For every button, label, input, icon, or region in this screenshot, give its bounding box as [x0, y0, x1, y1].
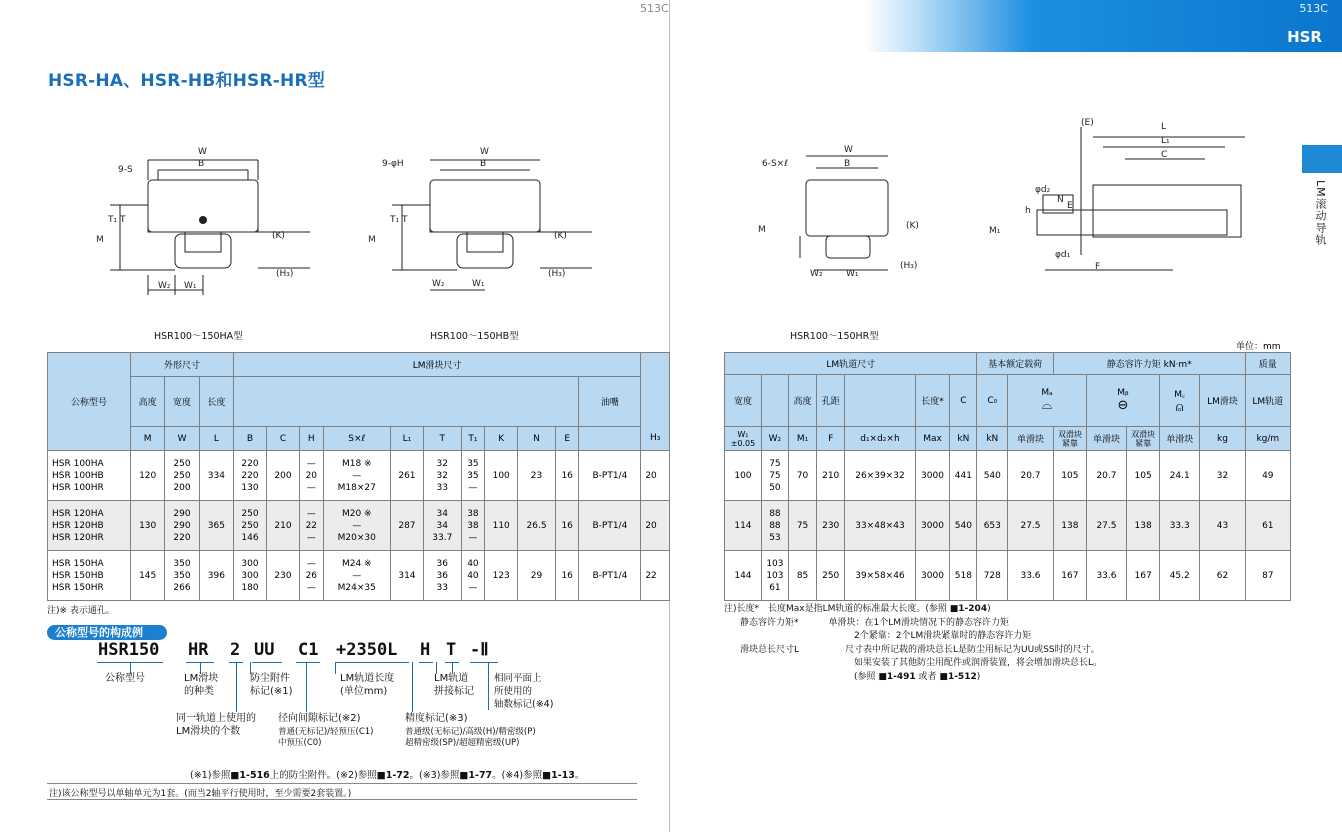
table-cell: 167 — [1127, 551, 1160, 601]
svg-text:C: C — [1161, 150, 1168, 160]
table-cell: 540 — [950, 501, 977, 551]
table-cell: 61 — [1245, 501, 1290, 551]
table-cell: 210 — [817, 451, 845, 501]
table-cell: HSR 100HA HSR 100HB HSR 100HR — [48, 451, 131, 501]
table-cell: B-PT1/4 — [579, 451, 641, 501]
table-cell: 32 — [1200, 451, 1245, 501]
drawing-side — [985, 115, 1255, 280]
table-cell: 3000 — [915, 451, 950, 501]
code-part-raillen: +2350L — [336, 640, 398, 660]
table-cell: 290 290 220 — [165, 501, 199, 551]
table-cell: 250 — [817, 551, 845, 601]
code-section-pill: 公称型号的构成例 — [47, 625, 167, 640]
table-cell: B-PT1/4 — [579, 501, 641, 551]
table-cell: 39×58×46 — [845, 551, 915, 601]
drawing-ha — [80, 130, 310, 300]
svg-text:(K): (K) — [554, 231, 567, 241]
table-cell: — 26 — — [300, 551, 324, 601]
table-cell: 220 220 130 — [234, 451, 267, 501]
table-row — [725, 451, 1291, 501]
th-single-a: 单滑块 — [1008, 427, 1054, 451]
th-mass: 质量 — [1245, 353, 1290, 375]
th-height: 高度 — [131, 377, 165, 427]
th-mass-block: LM滑块 — [1200, 375, 1245, 427]
table-cell: 441 — [950, 451, 977, 501]
table-cell: 87 — [1245, 551, 1290, 601]
moment-c-icon: ⍝ — [1175, 399, 1184, 415]
label-model: 公称型号 — [105, 673, 145, 684]
svg-text:T₁ T: T₁ T — [108, 215, 126, 225]
table-cell: — 22 — — [300, 501, 324, 551]
table-cell: 518 — [950, 551, 977, 601]
th-kgm: kg/m — [1245, 427, 1290, 451]
th-W1: W₁ ±0.05 — [725, 427, 762, 451]
svg-text:T₁ T: T₁ T — [390, 215, 408, 225]
th-single-b: 单滑块 — [1086, 427, 1126, 451]
svg-text:L₁: L₁ — [1161, 136, 1170, 146]
th-M: M — [131, 427, 165, 451]
table-cell: 365 — [199, 501, 233, 551]
page-number-left: 513C — [640, 2, 669, 15]
table-cell: HSR 120HA HSR 120HB HSR 120HR — [48, 501, 131, 551]
svg-text:W₁: W₁ — [472, 279, 485, 289]
th-grease: 油嘴 — [579, 377, 641, 427]
svg-text:6-S×ℓ: 6-S×ℓ — [762, 159, 788, 169]
th-kN: kN — [950, 427, 977, 451]
caption-ha: HSR100～150HA型 — [154, 331, 243, 342]
code-part-clearance: C1 — [298, 640, 319, 660]
moment-b-icon: ⊖ — [1117, 398, 1129, 413]
table-cell: 85 — [788, 551, 816, 601]
th-rating-C: C — [950, 375, 977, 427]
code-part-block: HR — [188, 640, 209, 660]
table-cell: 24.1 — [1160, 451, 1200, 501]
drawing-hr — [754, 140, 934, 290]
table-cell: 16 — [555, 501, 579, 551]
svg-text:W: W — [198, 147, 207, 157]
table-cell: 27.5 — [1008, 501, 1054, 551]
svg-text:B: B — [844, 159, 851, 169]
table-cell: 20 — [641, 501, 670, 551]
label-precision: 精度标记(※3) — [405, 713, 468, 724]
th-outer: 外形尺寸 — [131, 353, 234, 377]
table-cell: 540 — [977, 451, 1008, 501]
table-cell: 29 — [518, 551, 556, 601]
label-seal: 防尘附件 标记(※1) — [250, 673, 293, 697]
table-cell: 45.2 — [1160, 551, 1200, 601]
th-pitch: 孔距 — [817, 375, 845, 427]
table-cell: 287 — [390, 501, 423, 551]
svg-text:W₁: W₁ — [846, 269, 859, 279]
spec-table-right — [724, 352, 1291, 601]
section-tag: HSR — [1287, 28, 1322, 46]
th-kN2: kN — [977, 427, 1008, 451]
table-cell: 230 — [267, 551, 300, 601]
th-rail: LM轨道尺寸 — [725, 353, 977, 375]
th-rail-height: 高度 — [788, 375, 816, 427]
svg-text:W₂: W₂ — [810, 269, 823, 279]
label-clearance: 径向间隙标记(※2) — [278, 713, 361, 724]
table-cell: 33.6 — [1086, 551, 1126, 601]
table-cell: 75 75 50 — [761, 451, 788, 501]
th-C: C — [267, 427, 300, 451]
svg-text:M: M — [368, 235, 376, 245]
table-cell: 22 — [641, 551, 670, 601]
th-MB: Mᵦ ⊖ — [1086, 375, 1159, 427]
table-cell: 26×39×32 — [845, 451, 915, 501]
table-cell: 728 — [977, 551, 1008, 601]
table-cell: M18 ※ — M18×27 — [323, 451, 390, 501]
code-references: (※1)参照■1-516上的防尘附件。(※2)参照■1-72。(※3)参照■1-77。(※4)参照■1-13。 — [190, 770, 585, 781]
th-length: 长度 — [199, 377, 233, 427]
svg-text:W₂: W₂ — [158, 281, 171, 291]
table-cell: 334 — [199, 451, 233, 501]
table-cell: 314 — [390, 551, 423, 601]
table-row — [48, 451, 670, 501]
caption-hb: HSR100～150HB型 — [430, 331, 519, 342]
th-Sxl: S×ℓ — [323, 427, 390, 451]
table-cell: 20.7 — [1008, 451, 1054, 501]
table-cell: 300 300 180 — [234, 551, 267, 601]
th-rail-length: 长度* — [915, 375, 950, 427]
code-part-precision: H — [420, 640, 431, 660]
th-T: T — [423, 427, 461, 451]
th-double-b: 双滑块紧靠 — [1127, 427, 1160, 451]
table-cell: M24 ※ — M24×35 — [323, 551, 390, 601]
table-cell: 105 — [1053, 451, 1086, 501]
table-cell: — 20 — — [300, 451, 324, 501]
table-cell: 35 35 — — [461, 451, 485, 501]
th-width: 宽度 — [165, 377, 199, 427]
table-cell: 250 250 200 — [165, 451, 199, 501]
table-cell: 130 — [131, 501, 165, 551]
table-cell: 16 — [555, 551, 579, 601]
table-cell: 3000 — [915, 551, 950, 601]
label-clearance-options: 普通(无标记)/轻预压(C1) 中预压(C0) — [278, 727, 374, 748]
section-header-bar — [864, 0, 1342, 52]
drawing-hb — [362, 130, 592, 300]
code-part-joint: T — [446, 640, 457, 660]
th-rating: 基本额定载荷 — [977, 353, 1053, 375]
th-MA: Mₐ ⌓ — [1008, 375, 1087, 427]
table-cell: 33×48×43 — [845, 501, 915, 551]
bottom-note-box — [47, 783, 637, 800]
table-cell: 396 — [199, 551, 233, 601]
th-T1: T₁ — [461, 427, 485, 451]
label-joint: LM轨道 拼接标记 — [434, 673, 474, 697]
moment-a-icon: ⌓ — [1041, 398, 1053, 413]
svg-text:9-S: 9-S — [118, 165, 133, 175]
table-cell: 103 103 61 — [761, 551, 788, 601]
bottom-note: 注)该公称型号以单轴单元为1套。(而当2轴平行使用时，至少需要2套装置。) — [49, 789, 352, 799]
table-cell: 210 — [267, 501, 300, 551]
th-rating-C0: C₀ — [977, 375, 1008, 427]
table-row — [48, 551, 670, 601]
table-cell: 70 — [788, 451, 816, 501]
svg-text:(K): (K) — [906, 221, 919, 231]
svg-text:M: M — [758, 225, 766, 235]
svg-text:(H₃): (H₃) — [900, 261, 918, 271]
table-cell: 350 350 266 — [165, 551, 199, 601]
th-W: W — [165, 427, 199, 451]
table-cell: 653 — [977, 501, 1008, 551]
code-part-count: 2 — [230, 640, 241, 660]
svg-text:N: N — [1057, 195, 1064, 205]
label-precision-options: 普通级(无标记)/高级(H)/精密级(P) 超精密级(SP)/超超精密级(UP) — [405, 727, 536, 748]
th-rail-width: 宽度 — [725, 375, 762, 427]
svg-text:W₁: W₁ — [184, 281, 197, 291]
svg-text:(H₃): (H₃) — [276, 269, 294, 279]
caption-hr: HSR100～150HR型 — [790, 331, 879, 342]
table-cell: HSR 150HA HSR 150HB HSR 150HR — [48, 551, 131, 601]
unit-label: 单位：mm — [1236, 342, 1281, 352]
svg-text:B: B — [198, 159, 205, 169]
svg-text:L: L — [1161, 122, 1167, 132]
notes-right: 注)长度* 长度Max是指LM轨道的标准最大长度。(参照 ■1-204) 静态容许力矩* 单滑块：在1个LM滑块情况下的静态容许力矩 2个紧靠：2个LM滑块紧靠时的静态容许力矩 滑块总长尺寸L 尺寸表中所记载的滑块总长L是防尘用标记为UU或SS时的尺寸。 如果安装了其他防尘用配件或润滑装置，将会增加滑块总长L。 (参照 ■1-491 或者 ■1-512) — [724, 604, 1103, 682]
table-cell: 33.6 — [1008, 551, 1054, 601]
label-plane: 相同平面上 所使用的 轴数标记(※4) — [494, 673, 554, 710]
th-mass-rail: LM轨道 — [1245, 375, 1290, 427]
th-L1: L₁ — [390, 427, 423, 451]
label-block-type: LM滑块 的种类 — [184, 673, 219, 697]
table-cell: 138 — [1127, 501, 1160, 551]
table-cell: 120 — [131, 451, 165, 501]
table-cell: 145 — [131, 551, 165, 601]
table-cell: 105 — [1127, 451, 1160, 501]
table-cell: 110 — [485, 501, 518, 551]
svg-text:h: h — [1025, 206, 1031, 216]
th-d: d₁×d₂×h — [845, 427, 915, 451]
page-number-right: 513C — [1299, 2, 1328, 15]
table-cell: 123 — [485, 551, 518, 601]
th-F: F — [817, 427, 845, 451]
note-left: 注)※ 表示通孔。 — [47, 606, 115, 616]
table-cell: 26.5 — [518, 501, 556, 551]
code-part-seal: UU — [254, 640, 275, 660]
page-title: HSR-HA、HSR-HB和HSR-HR型 — [48, 71, 325, 91]
table-cell: 62 — [1200, 551, 1245, 601]
table-row — [725, 551, 1291, 601]
th-E: E — [555, 427, 579, 451]
table-cell: B-PT1/4 — [579, 551, 641, 601]
table-row — [48, 501, 670, 551]
table-cell: 114 — [725, 501, 762, 551]
table-cell: 43 — [1200, 501, 1245, 551]
th-W2: W₂ — [761, 427, 788, 451]
svg-text:(K): (K) — [272, 231, 285, 241]
svg-text:M: M — [96, 235, 104, 245]
svg-text:F: F — [1095, 262, 1101, 272]
svg-text:E: E — [1067, 201, 1073, 211]
th-MC: M꜀ ⍝ — [1160, 375, 1200, 427]
th-single-c: 单滑块 — [1160, 427, 1200, 451]
svg-text:W₂: W₂ — [432, 279, 445, 289]
th-M1: M₁ — [788, 427, 816, 451]
label-rail-length: LM轨道长度 (单位mm) — [340, 673, 395, 697]
svg-text:W: W — [844, 145, 853, 155]
table-cell: 20 — [641, 451, 670, 501]
table-cell: 88 88 53 — [761, 501, 788, 551]
table-cell: 261 — [390, 451, 423, 501]
svg-text:φd₂: φd₂ — [1035, 185, 1051, 195]
spec-table-left — [47, 352, 670, 601]
table-cell: 200 — [267, 451, 300, 501]
th-K: K — [485, 427, 518, 451]
table-cell: 75 — [788, 501, 816, 551]
label-block-count: 同一轨道上使用的 LM滑块的个数 — [176, 713, 256, 737]
table-cell: 33.3 — [1160, 501, 1200, 551]
th-block: LM滑块尺寸 — [234, 353, 641, 377]
table-row — [725, 501, 1291, 551]
table-cell: 138 — [1053, 501, 1086, 551]
th-N: N — [518, 427, 556, 451]
table-cell: 40 40 — — [461, 551, 485, 601]
table-cell: 3000 — [915, 501, 950, 551]
table-cell: 144 — [725, 551, 762, 601]
side-label: LM滚动导轨 — [1314, 180, 1327, 246]
svg-text:M₁: M₁ — [989, 226, 1001, 236]
table-cell: 100 — [485, 451, 518, 501]
th-static: 静态容许力矩 kN·m* — [1053, 353, 1245, 375]
table-cell: 49 — [1245, 451, 1290, 501]
table-cell: 23 — [518, 451, 556, 501]
th-H: H — [300, 427, 324, 451]
table-cell: 100 — [725, 451, 762, 501]
th-L: L — [199, 427, 233, 451]
svg-text:(E): (E) — [1081, 118, 1094, 128]
th-double-a: 双滑块紧靠 — [1053, 427, 1086, 451]
table-cell: 20.7 — [1086, 451, 1126, 501]
th-kg: kg — [1200, 427, 1245, 451]
table-cell: 230 — [817, 501, 845, 551]
table-cell: 34 34 33.7 — [423, 501, 461, 551]
svg-text:W: W — [480, 147, 489, 157]
th-H3: H₃ — [641, 427, 670, 451]
table-cell: M20 ※ — M20×30 — [323, 501, 390, 551]
table-cell: 16 — [555, 451, 579, 501]
side-tab — [1302, 145, 1342, 173]
svg-text:B: B — [480, 159, 487, 169]
table-cell: 27.5 — [1086, 501, 1126, 551]
table-cell: 167 — [1053, 551, 1086, 601]
th-Max: Max — [915, 427, 950, 451]
table-cell: 32 32 33 — [423, 451, 461, 501]
code-part-model: HSR150 — [98, 640, 160, 660]
table-cell: 38 38 — — [461, 501, 485, 551]
th-B: B — [234, 427, 267, 451]
th-model: 公称型号 — [48, 353, 131, 451]
svg-text:9-φH: 9-φH — [382, 159, 404, 169]
code-part-plane: -Ⅱ — [470, 640, 489, 660]
svg-text:(H₃): (H₃) — [548, 269, 566, 279]
svg-text:φd₁: φd₁ — [1055, 250, 1071, 260]
table-cell: 36 36 33 — [423, 551, 461, 601]
table-cell: 250 250 146 — [234, 501, 267, 551]
